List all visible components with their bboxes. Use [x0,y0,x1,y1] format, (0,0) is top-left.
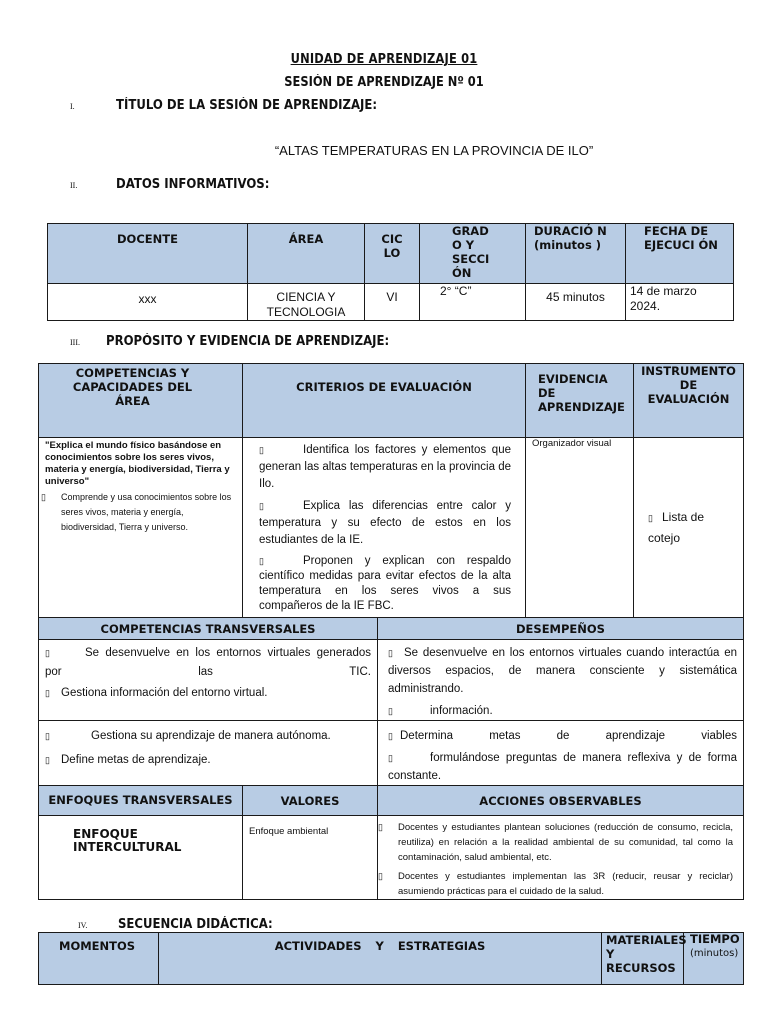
header-grado: GRAD O Y SECCI ÓN [420,224,526,284]
section-1-heading [70,98,406,113]
cell-docente: xxx [48,284,248,321]
desempeno-item: ▯ información. [388,702,737,720]
unit-title: UNIDAD DE APRENDIZAJE 01 [290,52,478,67]
bullet-icon: ▯ [388,731,393,741]
competencia-item: ▯ Define metas de aprendizaje. [45,751,371,769]
header-docente: DOCENTE [48,224,248,284]
datos-table [47,223,734,321]
section-label: SECUENCIA DIDÁCTICA: [118,917,273,932]
header-instrumento: INSTRUMENTO DE EVALUACIÓN [634,364,744,438]
cell-duracion: 45 minutos [526,284,626,321]
header-area: ÁREA [248,224,365,284]
cell-valor: Enfoque ambiental [243,816,378,900]
bullet-icon: ▯ [45,688,50,698]
cell-area: CIENCIA Y TECNOLOGIA [248,284,365,321]
section-number: III. [70,338,80,347]
header-desempenos: DESEMPEÑOS [378,618,744,640]
accion-item: ▯ Docentes y estudiantes plantean soluciones (reducción de consumo, recicla, reutiliza) en relación a la realidad ambiental de su comunidad, tal como la contaminación, salud ambiental, etc. [378,822,733,863]
secuencia-table [38,932,744,985]
bullet-icon: ▯ [388,706,393,716]
session-title: SESIÓN DE APRENDIZAJE Nº 01 [284,75,484,90]
cell-competencias [39,438,243,618]
section-2-heading [70,177,286,192]
header-tiempo: TIEMPO (minutos) [684,933,744,985]
cell-desempeno [378,721,744,786]
proposito-table [38,363,744,618]
cell-criterios [243,438,526,618]
cell-fecha: 14 de marzo 2024. [626,284,734,321]
bullet-icon: ▯ [259,501,264,511]
bullet-icon: ▯ [41,492,46,502]
header-enfoques: ENFOQUES TRANSVERSALES [39,786,243,816]
criterio-item: ▯ Explica las diferencias entre calor y temperatura y su efecto de estos en los estudiantes de la IE. [259,500,511,546]
accion-item: ▯ Docentes y estudiantes implementan las 3R (reducir, reusar y reciclar) asumiendo prácticas para el cuidado de la salud. [378,871,733,897]
cell-competencia-transversal [39,640,378,721]
bullet-icon: ▯ [378,822,383,832]
competencia-item: ▯ Gestiona su aprendizaje de manera autónoma. [45,725,371,747]
enfoques-table [38,785,744,900]
bullet-icon: ▯ [45,648,50,658]
tiempo-unit: (minutos) [690,948,739,959]
desempeno-item: ▯ Se desenvuelve en los entornos virtuales cuando interactúa en diversos espacios, de manera consciente y sistemática administrando. [388,644,737,698]
header-valores: VALORES [243,786,378,816]
cell-competencia-transversal [39,721,378,786]
bullet-icon: ▯ [45,755,50,765]
cell-evidencia: Organizador visual [526,438,634,618]
section-3-heading [70,334,421,349]
header-evidencia: EVIDENCIA DE APRENDIZAJE [526,364,634,438]
header-actividades: ACTIVIDADES Y ESTRATEGIAS [159,933,602,985]
bullet-icon: ▯ [45,731,50,741]
cell-instrumento: ▯ Lista de cotejo [634,438,744,618]
desempeno-item: ▯ Determina metas de aprendizaje viables [388,725,737,747]
section-number: I. [70,102,75,111]
criterio-item: ▯ Identifica los factores y elementos que generan las altas temperaturas en la provincia de Ilo. [259,444,511,490]
header-materiales: MATERIALES Y RECURSOS [602,933,684,985]
cell-enfoque: ENFOQUE INTERCULTURAL [39,816,243,900]
cell-desempeno [378,640,744,721]
desempeno-item: ▯ formulándose preguntas de manera reflexiva y de forma constante. [388,749,737,785]
section-number: IV. [78,921,88,930]
header-fecha: FECHA DE EJECUCI ÓN [626,224,734,284]
header-duracion: DURACIÓ N (minutos ) [526,224,626,284]
bullet-icon: ▯ [259,445,264,455]
cell-ciclo: VI [365,284,420,321]
session-name: “ALTAS TEMPERATURAS EN LA PROVINCIA DE ILO” [274,143,594,158]
section-label: TÍTULO DE LA SESIÓN DE APRENDIZAJE: [116,98,378,113]
criterio-item: ▯ Proponen y explican con respaldo científico medidas para evitar efectos de la alta temperatura en los seres vivos a sus compañeros de la IE FBC. [259,555,511,612]
competencia-text: "Explica el mundo físico basándose en conocimientos sobre los seres vivos, materia y energía, biodiversidad, Tierra y universo" [45,440,230,487]
capacidad-item: ▯ Comprende y usa conocimientos sobre los seres vivos, materia y energía, biodiversidad, Tierra y universo. [41,492,232,532]
competencia-item: ▯ Gestiona información del entorno virtual. [45,682,371,704]
header-ciclo: CIC LO [365,224,420,284]
bullet-icon: ▯ [388,648,393,658]
bullet-icon: ▯ [378,871,383,881]
transversales-table [38,617,744,786]
bullet-icon: ▯ [648,513,653,523]
header-acciones: ACCIONES OBSERVABLES [378,786,744,816]
bullet-icon: ▯ [388,753,393,763]
header-competencias-transversales: COMPETENCIAS TRANSVERSALES [39,618,378,640]
header-competencias: COMPETENCIAS Y CAPACIDADES DEL ÁREA [39,364,243,438]
competencia-item: ▯ Se desenvuelve en los entornos virtuales generados por las TIC. [45,644,371,682]
header-momentos: MOMENTOS [39,933,159,985]
section-number: II. [70,181,78,190]
section-label: PROPÓSITO Y EVIDENCIA DE APRENDIZAJE: [106,334,390,349]
cell-grado: 2° “C” [420,284,526,321]
bullet-icon: ▯ [259,556,264,566]
cell-acciones [378,816,744,900]
header-criterios: CRITERIOS DE EVALUACIÓN [243,364,526,438]
section-label: DATOS INFORMATIVOS: [116,177,270,192]
section-4-heading [78,917,290,932]
